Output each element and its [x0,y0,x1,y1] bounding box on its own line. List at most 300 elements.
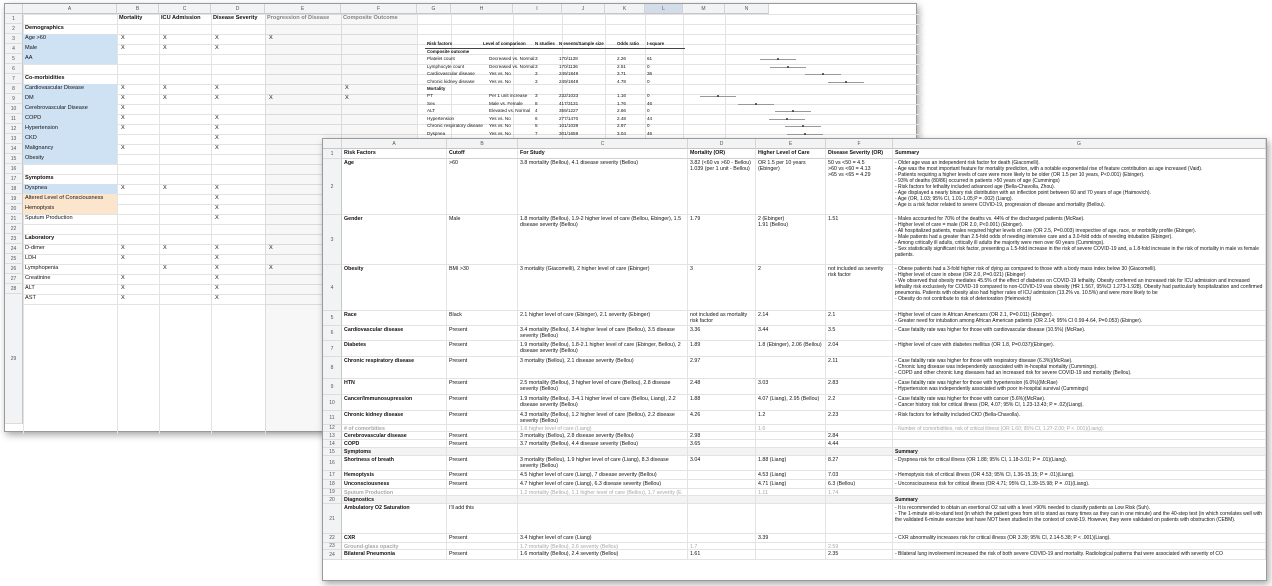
risk-factor-cell[interactable]: Ground-glass opacity [342,543,447,550]
data-cell[interactable]: 1.9 mortality (Bellou), 1.8-2.1 higher level of care (Ebinger, Bellou), 2 disease severity (Bellou) [518,341,688,357]
data-cell[interactable]: 2.59 [826,543,893,550]
data-cell[interactable]: 2.04 [826,341,893,357]
summary-cell[interactable]: - Case fatality rate was higher for those with cancer (5.6%)(McRae). - Cancer history risk for critical illness (OR, 4.07; 95% CI, 1.23-13.43; P = .02)(Liang). [893,395,1266,411]
column-header[interactable]: J [562,4,605,14]
risk-factor-cell[interactable]: Hemoptysis [342,471,447,480]
summary-cell[interactable]: - Older age was an independent risk factor for death (Giacomelli). - Age was the most important feature for mortality prediction, with a notable exponential rise of feature contribution as age increased (Vaid). - Patients requiring a higher levels of care were more likely to be older (OR 1.5 per 10 years, P<0.001) (Ebinger). - 93% of deaths (80/86) occurred in patients >50 years of age (Cummings) - Risk factors for lethality included advanced age (Bella-Chavolla, Zhou). - Age displayed a nearly binary risk distribution with an inflection point between 60 and 70 years of age (Haimovich). - Age (OR, 1.03; 95% CI, 1.01-1.05;P = .002) (Liang). - Age is a risk factor related to severe COVID-19, progression of disease and mortality (Bellou). [893,159,1266,215]
risk-factor-label[interactable]: Male [23,44,117,54]
risk-factor-label[interactable]: ALT [25,285,35,291]
outcome-mark[interactable]: X [163,85,167,91]
row-header[interactable]: 7 [323,341,342,357]
data-cell[interactable]: Present [447,357,518,379]
row-header[interactable]: 11 [5,114,23,124]
outcome-mark[interactable]: X [215,135,219,141]
row-header[interactable]: 23 [5,234,23,244]
row-header[interactable]: 24 [323,550,342,560]
data-cell[interactable]: 3.82 (<60 vs >60 - Bellou) 1.039 (per 1 unit - Bellou) [688,159,756,215]
row-header[interactable]: 6 [323,326,342,341]
data-cell[interactable]: not included as mortality risk factor [688,311,756,326]
data-cell[interactable]: >60 [447,159,518,215]
summary-cell[interactable]: - Case fatality rate was higher for those with cardiovascular disease (10.5%) (McRae). [893,326,1266,341]
row-header[interactable]: 14 [5,144,23,154]
row-header[interactable]: 8 [323,357,342,379]
outcome-mark[interactable]: X [121,95,125,101]
data-cell[interactable] [826,496,893,504]
outcome-mark[interactable]: X [215,145,219,151]
data-cell[interactable]: 2.97 [688,357,756,379]
outcome-mark[interactable]: X [215,195,219,201]
column-header[interactable]: I [513,4,562,14]
outcome-mark[interactable]: X [121,145,125,151]
data-cell[interactable]: 2.2 [826,395,893,411]
row-header[interactable]: 2 [5,24,23,34]
data-cell[interactable]: 2.1 [826,311,893,326]
data-cell[interactable]: 3 mortality (Bellou), 2.8 disease severity (Bellou) [518,432,688,440]
data-cell[interactable]: 8.27 [826,456,893,471]
row-header[interactable]: 20 [5,204,23,214]
outcome-mark[interactable]: X [215,255,219,261]
column-header[interactable]: M [683,4,725,14]
column-header[interactable]: E [265,4,341,14]
outcome-mark[interactable]: X [121,285,125,291]
data-cell[interactable]: not included as severity risk factor [826,265,893,311]
data-cell[interactable]: Present [447,379,518,395]
risk-factor-cell[interactable]: Bilateral Pneumonia [342,550,447,560]
outcome-mark[interactable]: X [163,95,167,101]
row-header[interactable]: 19 [5,194,23,204]
data-cell[interactable]: 1.2 [756,411,826,425]
risk-factor-label[interactable]: Cerebrovascular Disease [23,104,117,114]
data-cell[interactable] [447,496,518,504]
risk-factor-label[interactable]: AST [25,295,36,301]
column-header[interactable]: F [341,4,417,14]
outcome-mark[interactable]: X [345,85,349,91]
row-header[interactable]: 18 [323,480,342,489]
row-header[interactable]: 1 [5,14,23,24]
row-header[interactable]: 26 [5,264,23,274]
row-header[interactable]: 29 [5,294,23,424]
outcome-mark[interactable]: X [163,185,167,191]
summary-cell[interactable]: - Case fatality rate was higher for those with respiratory disease (6.3%)(McRae). - Chronic lung disease was independently associated with in-hospital mortality (Cummings). - COPD and other chronic lung diseases had an increased risk for severe COVID-19 and mortality (Bellou). [893,357,1266,379]
summary-cell[interactable]: - CXR abnormality increases risk for critical illness (OR 3.39; 95% CI, 2.14-5.38; P < .001)(Liang). [893,534,1266,543]
row-header[interactable]: 19 [323,489,342,496]
data-cell[interactable]: Present [447,440,518,448]
data-cell[interactable] [756,496,826,504]
risk-factor-cell[interactable]: Shortness of breath [342,456,447,471]
column-title[interactable]: For Study [518,149,688,159]
row-header[interactable]: 23 [323,543,342,550]
column-title[interactable]: Summary [893,149,1266,159]
column-title[interactable]: Risk Factors [342,149,447,159]
row-header[interactable]: 24 [5,244,23,254]
data-cell[interactable]: 2 (Ebinger) 1.91 (Bellou) [756,215,826,265]
outcome-mark[interactable]: X [215,245,219,251]
risk-factor-label[interactable]: CKD [23,134,117,144]
data-cell[interactable]: 1.2 mortality (Bellou), 1.1 higher level of care (Bellou), 1.7 severity (E [518,489,688,496]
risk-factor-cell[interactable]: Unconsciousness [342,480,447,489]
outcome-mark[interactable]: X [215,205,219,211]
column-header[interactable]: G [417,4,451,14]
column-title[interactable]: Mortality (OR) [688,149,756,159]
data-cell[interactable]: 1.79 [688,215,756,265]
summary-cell[interactable]: - Dyspnea risk for critical illness (OR 1.88; 95% CI, 1.18-3.01; P = .01)(Liang). [893,456,1266,471]
data-cell[interactable]: 6.3 (Bellou) [826,480,893,489]
outcome-mark[interactable]: X [215,45,219,51]
risk-factor-cell[interactable]: Diagnostics [342,496,447,504]
risk-factor-label[interactable]: Demographics [25,25,64,31]
summary-cell[interactable] [893,432,1266,440]
summary-cell[interactable]: - Higher level of care with diabetes mellitus (OR 1.8, P=0.037)(Ebinger). [893,341,1266,357]
risk-factor-cell[interactable]: Gender [342,215,447,265]
outcome-mark[interactable]: X [215,115,219,121]
row-header[interactable]: 22 [323,534,342,543]
data-cell[interactable]: 4.71 (Liang) [756,480,826,489]
outcome-header[interactable]: ICU Admission [161,15,201,21]
data-cell[interactable]: 1.89 [688,341,756,357]
data-cell[interactable]: Present [447,456,518,471]
data-cell[interactable]: 3 mortality (Bellou), 1.9 higher level of care (Liang), 8.3 disease severity (Bellou) [518,456,688,471]
data-cell[interactable] [518,504,688,534]
row-header[interactable]: 28 [5,284,23,294]
data-cell[interactable]: 3 mortality (Bellou), 2.1 disease severity (Bellou) [518,357,688,379]
data-cell[interactable]: 1.6 mortality (Bellou), 2.4 severity (Bellou) [518,550,688,560]
summary-cell[interactable] [893,440,1266,448]
data-cell[interactable]: 3 [688,265,756,311]
data-cell[interactable]: 7.03 [826,471,893,480]
column-title[interactable]: Cutoff [447,149,518,159]
summary-cell[interactable]: - Hemoptysis risk of critical illness (OR 4.53; 95% CI, 1.36-15.15; P = .01)(Liang). [893,471,1266,480]
outcome-mark[interactable]: X [121,105,125,111]
row-header[interactable]: 12 [5,124,23,134]
data-cell[interactable]: 1.74 [826,489,893,496]
column-header[interactable]: A [342,139,447,149]
data-cell[interactable]: 2.35 [826,550,893,560]
risk-factor-label[interactable]: Malignancy [23,144,117,154]
data-cell[interactable] [518,448,688,456]
data-cell[interactable] [447,425,518,432]
risk-factor-label[interactable]: Dyspnea [23,184,117,194]
risk-factor-label[interactable]: Obesity [23,154,117,164]
column-header[interactable]: B [447,139,518,149]
summary-cell[interactable]: - Bilateral lung involvement increased the risk of both severe COVID-19 and mortality. Radiological patterns that were associated with severity of CO [893,550,1266,560]
outcome-mark[interactable]: X [215,295,219,301]
data-cell[interactable] [688,489,756,496]
data-cell[interactable]: 4.26 [688,411,756,425]
summary-cell[interactable]: - Case fatality rate was higher for those with hypertension (6.0%)(McRae) - Hypertension was independently associated with poor in-hospital survival (Cummings) [893,379,1266,395]
risk-factor-label[interactable]: Cardiovascular Disease [23,84,117,94]
data-cell[interactable]: 3 mortality (Giacomelli), 2 higher level of care (Ebinger) [518,265,688,311]
row-header[interactable]: 27 [5,274,23,284]
row-header[interactable]: 14 [323,440,342,448]
row-header[interactable]: 10 [5,104,23,114]
risk-factor-cell[interactable]: Obesity [342,265,447,311]
data-cell[interactable]: 1.8 (Ebinger), 2.06 (Bellou) [756,341,826,357]
risk-factor-label[interactable]: AA [23,54,117,64]
data-cell[interactable]: 4.5 higher level of care (Liang), 7 disease severity (Bellou) [518,471,688,480]
risk-factor-cell[interactable]: Cancer/Immunosupression [342,395,447,411]
outcome-mark[interactable]: X [215,285,219,291]
row-header[interactable]: 16 [5,164,23,174]
risk-factor-cell[interactable]: Age [342,159,447,215]
data-cell[interactable]: Present [447,395,518,411]
data-cell[interactable]: 50 vs <50 = 4.5 >60 vs <60 = 4.13 >65 vs <65 = 4.29 [826,159,893,215]
summary-cell[interactable]: - It is recommended to obtain an exertional O2 sat with a level >90% needed to classify patients as Low Risk (Suh). - The 1-minute sit-to-stand test (in which the patient goes from sit to stand as many times as they can in one minute) and the 40-step test (in which correlates well with the validated 6-minute exercise test have NOT been studied in the context of covid-19. However, they were validated on patients with obstruction (CEBM). [893,504,1266,534]
row-header[interactable]: 4 [323,265,342,311]
outcome-mark[interactable]: X [121,255,125,261]
data-cell[interactable]: 3.04 [688,456,756,471]
data-cell[interactable]: 2.11 [826,357,893,379]
data-cell[interactable]: OR 1.5 per 10 years (Ebinger) [756,159,826,215]
data-cell[interactable]: 1.9 mortality (Bellou), 3-4.1 higher level of care (Bellou, Liang), 2.2 disease severity (Bellou) [518,395,688,411]
data-cell[interactable]: 2.23 [826,411,893,425]
outcome-mark[interactable]: X [121,125,125,131]
data-cell[interactable] [826,425,893,432]
data-cell[interactable] [447,543,518,550]
row-header[interactable]: 4 [5,44,23,54]
outcome-mark[interactable]: X [215,275,219,281]
summary-cell[interactable]: - Obese patients had a 3-fold higher risk of dying as compared to those with a body mass index below 30 (Giacomelli). - Higher level of care in obese (OR 2.0, P=0.021) (Ebinger) - We observed that obesity mediates 45.5% of the effect of diabetes on COVID-19 lethality. Obesity conferred an increased risk for ICU admission and increased lethality risk exclusively for COVID-19 compared to non-COVID-19 was obesity (HR 1.567, 95%CI 1.273-1.928). Obesity had particularly hospitalization and confirmed pneumonia. Patients with obesity also had higher rates of ICU admission (13.2% vs. 10.5%) and were more likely to be - Obesity do not contribute to risk of deterioration (Heimovich) [893,265,1266,311]
data-cell[interactable]: 1.88 (Liang) [756,456,826,471]
data-cell[interactable]: 2.14 [756,311,826,326]
row-header[interactable]: 2 [323,159,342,215]
row-header[interactable]: 11 [323,411,342,425]
data-cell[interactable]: 3.36 [688,326,756,341]
outcome-mark[interactable]: X [215,215,219,221]
data-cell[interactable] [518,496,688,504]
data-cell[interactable]: 3.4 mortality (Bellou), 3.4 higher level of care (Bellou), 3.5 disease severity (Bellou) [518,326,688,341]
summary-cell[interactable] [893,543,1266,550]
data-cell[interactable] [688,496,756,504]
outcome-mark[interactable]: X [215,85,219,91]
column-header[interactable]: D [211,4,265,14]
data-cell[interactable] [447,489,518,496]
row-header[interactable]: 10 [323,395,342,411]
row-header[interactable]: 5 [323,311,342,326]
summary-cell[interactable]: - Higher level of care in African Americans (OR 2.1, P=0.011) (Ebinger). - Greater need for intubation among African American patients (OR 2.14; 95% CI 0.99-4.64, P=0.053) (Ebinger). [893,311,1266,326]
risk-factor-cell[interactable]: Diabetes [342,341,447,357]
data-cell[interactable]: Present [447,550,518,560]
outcome-mark[interactable]: X [345,95,349,101]
summary-cell[interactable]: Summary [893,448,1266,456]
outcome-header[interactable]: Progression of Disease [267,15,330,21]
column-header[interactable]: K [605,4,645,14]
data-cell[interactable]: Present [447,341,518,357]
data-cell[interactable]: Black [447,311,518,326]
data-cell[interactable]: 3.44 [756,326,826,341]
data-cell[interactable] [756,440,826,448]
risk-factor-cell[interactable]: HTN [342,379,447,395]
data-cell[interactable]: Present [447,534,518,543]
risk-factor-label[interactable]: Symptoms [25,175,54,181]
data-cell[interactable]: 3.39 [756,534,826,543]
column-title[interactable]: Disease Severity (OR) [826,149,893,159]
risk-factor-cell[interactable]: Chronic respiratory disease [342,357,447,379]
data-cell[interactable]: 3.03 [756,379,826,395]
column-header[interactable]: A [23,4,117,14]
risk-factor-label[interactable]: Laboratory [25,235,55,241]
outcome-mark[interactable]: X [269,265,273,271]
row-header[interactable]: 9 [5,94,23,104]
data-cell[interactable]: 4.44 [826,440,893,448]
data-cell[interactable]: I'll add this [447,504,518,534]
outcome-mark[interactable]: X [215,95,219,101]
risk-factor-label[interactable]: Co-morbidities [25,75,65,81]
risk-factor-label[interactable]: COPD [23,114,117,124]
risk-factor-label[interactable]: Altered Level of Consciousness [23,194,117,204]
outcome-mark[interactable]: X [121,45,125,51]
data-cell[interactable]: 4.7 higher level of care (Liang), 6.3 disease severity (Bellou) [518,480,688,489]
outcome-header[interactable]: Mortality [119,15,143,21]
risk-factor-label[interactable]: Age >60 [23,34,117,44]
outcome-mark[interactable]: X [215,265,219,271]
data-cell[interactable] [826,534,893,543]
data-cell[interactable]: Present [447,411,518,425]
outcome-mark[interactable]: X [121,295,125,301]
column-header[interactable]: B [117,4,159,14]
data-cell[interactable] [688,448,756,456]
data-cell[interactable]: Present [447,480,518,489]
summary-cell[interactable]: - Unconsciousness risk for critical illness (OR 4.71; 95% CI, 1.39-15.98; P = .01)(Liang). [893,480,1266,489]
data-cell[interactable]: 1.6 [756,425,826,432]
outcome-mark[interactable]: X [121,85,125,91]
risk-factor-label[interactable]: Hypertension [23,124,117,134]
row-header[interactable]: 13 [323,432,342,440]
outcome-mark[interactable]: X [215,35,219,41]
outcome-mark[interactable]: X [163,45,167,51]
column-header[interactable]: N [725,4,769,14]
outcome-mark[interactable]: X [163,35,167,41]
risk-factor-label[interactable]: Creatinine [25,275,51,281]
data-cell[interactable]: 1.61 [688,550,756,560]
data-cell[interactable] [756,357,826,379]
data-cell[interactable] [688,471,756,480]
data-cell[interactable] [756,550,826,560]
row-header[interactable]: 22 [5,224,23,234]
risk-factor-label[interactable]: Lymphopenia [25,265,59,271]
data-cell[interactable]: 1.51 [826,215,893,265]
row-header[interactable]: 12 [323,425,342,432]
risk-factor-cell[interactable]: CXR [342,534,447,543]
outcome-mark[interactable]: X [121,185,125,191]
summary-cell[interactable]: - Males accounted for 70% of the deaths vs. 44% of the discharged patients (McRae). - Higher level of care = male (OR 2.0, P<0.001) (Ebinger). - All hospitalized patients, males required higher levels of care (OR 2.5, P=0.003) irrespective of age, race, or morbidity profile (Ebinger). - Male patients had a greater than 2.5-fold odds of needing intensive care and a 3.0-fold odds of needing intubation (Ebinger). - Among critically ill adults, critically ill adults the majority were men over 60 years (Cummings). - Sex statistically significant risk factor, presenting a 1.5-fold increase in the risk of severe COVID-19 and, a 1.8-fold increase in the risk of mortality in male vs female patients. [893,215,1266,265]
column-header[interactable]: D [688,139,756,149]
data-cell[interactable] [688,480,756,489]
row-header[interactable]: 5 [5,54,23,64]
risk-factor-label[interactable]: Sputum Production [25,215,73,221]
outcome-header[interactable]: Composite Outcome [343,15,398,21]
data-cell[interactable] [756,432,826,440]
data-cell[interactable]: Present [447,326,518,341]
risk-factor-cell[interactable]: Race [342,311,447,326]
outcome-mark[interactable]: X [215,185,219,191]
risk-factor-label[interactable]: D-dimer [25,245,45,251]
row-header[interactable]: 17 [323,471,342,480]
risk-factor-cell[interactable]: Sputum Production [342,489,447,496]
outcome-mark[interactable]: X [121,35,125,41]
risk-factor-cell[interactable]: Cardiovascular disease [342,326,447,341]
risk-factor-cell[interactable]: Cerebrovascular disease [342,432,447,440]
risk-factor-label[interactable]: DM [23,94,117,104]
outcome-mark[interactable]: X [163,265,167,271]
data-cell[interactable] [826,504,893,534]
data-cell[interactable]: Male [447,215,518,265]
row-header[interactable]: 20 [323,496,342,504]
data-cell[interactable]: 3.7 mortality (Bellou), 4.4 disease severity (Bellou) [518,440,688,448]
summary-cell[interactable]: - Risk factors for lethality included CKD (Bella-Chavolla). [893,411,1266,425]
row-header[interactable]: 3 [5,34,23,44]
summary-cell[interactable]: - Number of comorbidities, risk of critical illness (OR 1.60; 95% CI, 1.27-2.00; P < .001)(Liang). [893,425,1266,432]
risk-factor-cell[interactable]: COPD [342,440,447,448]
column-title[interactable]: Higher Level of Care [756,149,826,159]
row-header[interactable]: 7 [5,74,23,84]
data-cell[interactable]: 4.3 mortality (Bellou), 1.2 higher level of care (Bellou), 2.2 disease severity (Bellou) [518,411,688,425]
data-cell[interactable] [688,504,756,534]
data-cell[interactable]: 1.11 [756,489,826,496]
outcome-mark[interactable]: X [269,95,273,101]
column-header[interactable]: L [645,4,683,14]
row-header[interactable]: 18 [5,184,23,194]
data-cell[interactable]: 1.88 [688,395,756,411]
column-header[interactable]: C [518,139,688,149]
row-header[interactable]: 25 [5,254,23,264]
data-cell[interactable]: 3.4 higher level of care (Liang) [518,534,688,543]
row-header[interactable]: 21 [323,504,342,534]
outcome-mark[interactable]: X [121,245,125,251]
data-cell[interactable]: 1.7 [688,543,756,550]
data-cell[interactable] [756,543,826,550]
risk-factor-label[interactable]: Hemoptysis [23,204,117,214]
outcome-mark[interactable]: X [269,245,273,251]
row-header[interactable]: 17 [5,174,23,184]
outcome-mark[interactable]: X [121,275,125,281]
column-header[interactable]: H [451,4,513,14]
data-cell[interactable] [826,448,893,456]
data-cell[interactable] [688,425,756,432]
data-cell[interactable]: 2.5 mortality (Bellou), 3 higher level of care (Bellou), 2.8 disease severity (Bellou) [518,379,688,395]
data-cell[interactable]: BMI >30 [447,265,518,311]
data-cell[interactable]: 4.53 (Liang) [756,471,826,480]
data-cell[interactable]: 3.65 [688,440,756,448]
data-cell[interactable]: Present [447,471,518,480]
data-cell[interactable] [756,448,826,456]
risk-factor-label[interactable]: LDH [25,255,37,261]
outcome-mark[interactable]: X [215,125,219,131]
row-header[interactable]: 1 [323,149,342,159]
outcome-mark[interactable]: X [269,35,273,41]
outcome-mark[interactable]: X [121,115,125,121]
data-cell[interactable]: 1.8 mortality (Bellou), 1.9-2 higher level of care (Bellou, Ebinger), 1.5 disease severity (Bellou) [518,215,688,265]
data-cell[interactable] [756,504,826,534]
data-cell[interactable]: 1.7 mortality (Bellou), 2.6 severity (Bellou) [518,543,688,550]
outcome-mark[interactable]: X [163,245,167,251]
risk-factor-cell[interactable]: Ambulatory O2 Saturation [342,504,447,534]
data-cell[interactable]: 2.83 [826,379,893,395]
data-cell[interactable]: 2.98 [688,432,756,440]
data-cell[interactable]: 2 [756,265,826,311]
summary-cell[interactable]: Summary [893,496,1266,504]
column-header[interactable]: G [893,139,1266,149]
data-cell[interactable]: 3.5 [826,326,893,341]
data-cell[interactable]: Present [447,432,518,440]
summary-cell[interactable] [893,489,1266,496]
row-header[interactable]: 9 [323,379,342,395]
data-cell[interactable]: 2.84 [826,432,893,440]
data-cell[interactable]: 3.8 mortality (Bellou), 4.1 disease severity (Bellou) [518,159,688,215]
risk-factor-cell[interactable]: # of comorbities [342,425,447,432]
data-cell[interactable]: 2.48 [688,379,756,395]
column-header[interactable]: F [826,139,893,149]
data-cell[interactable]: 1.6 higher level of care (Liang) [518,425,688,432]
